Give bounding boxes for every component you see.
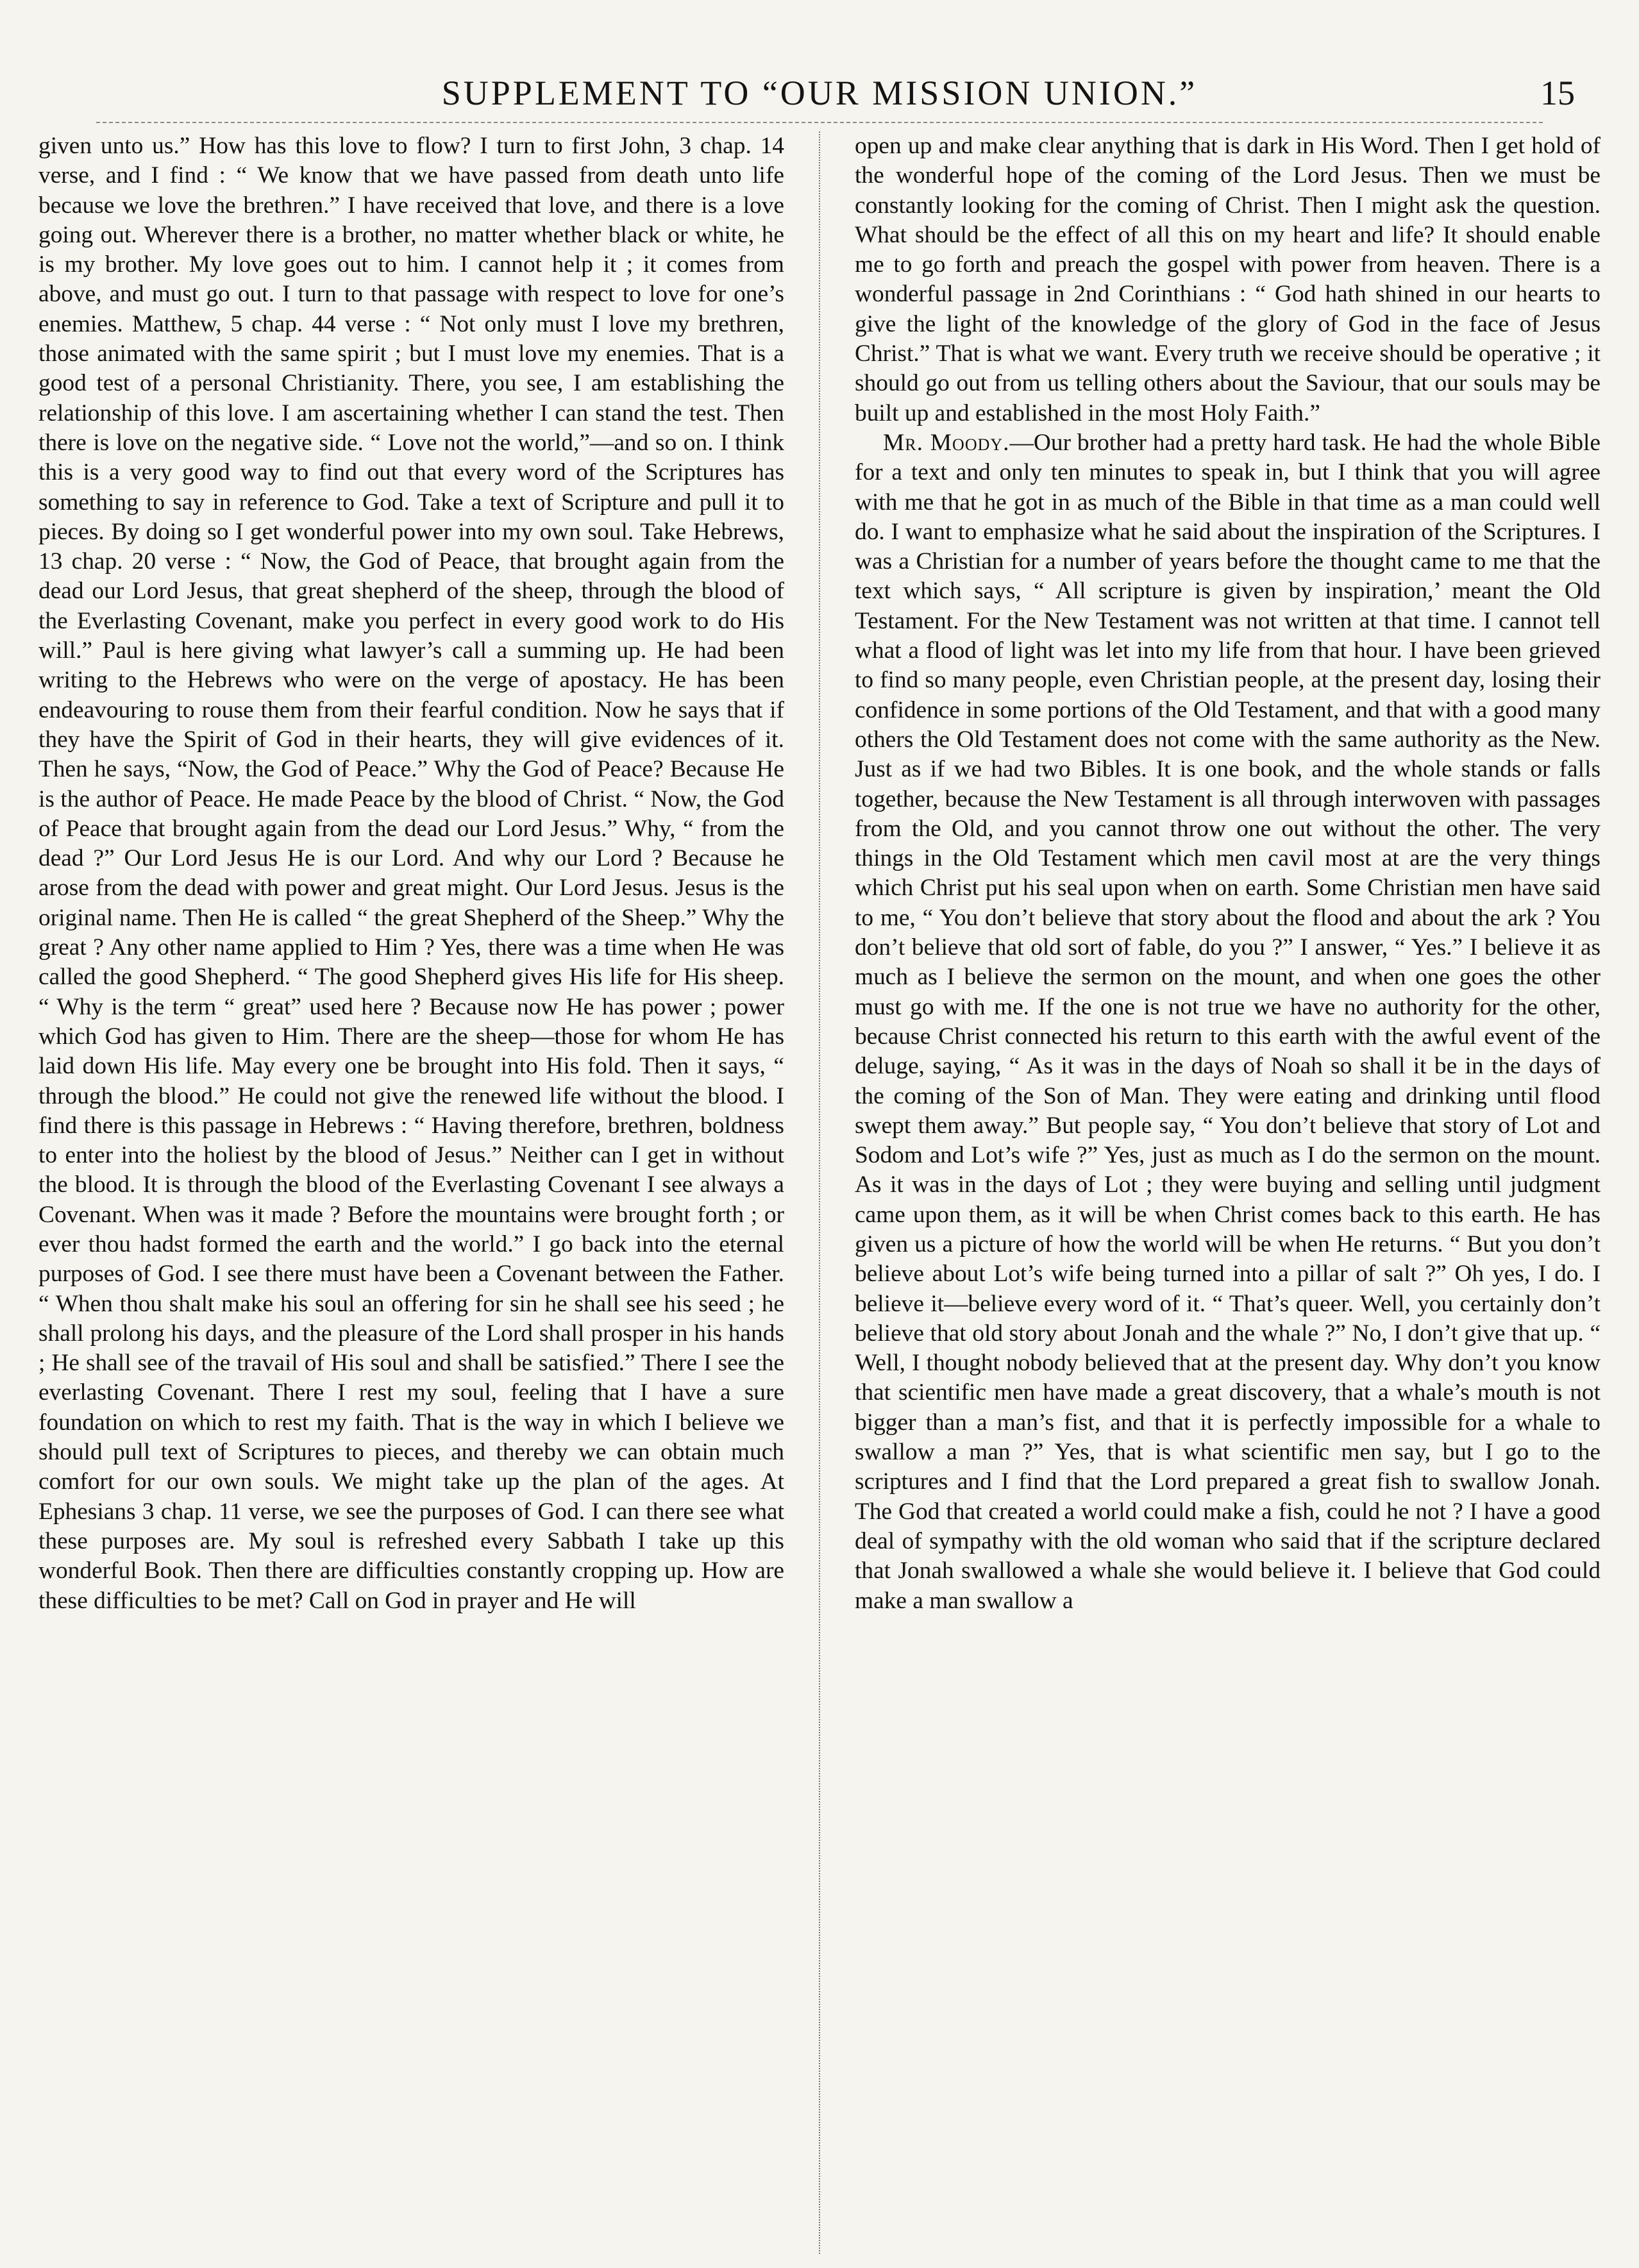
header-rule — [96, 122, 1543, 123]
speaker-name: Mr. Moody. — [883, 429, 1010, 456]
page-header — [38, 67, 1601, 119]
right-paragraph: open up and make clear anything that is dark in His Word. Then I get hold of the wonderful hope of the coming of the Lord Jesus. Then we must be constantly looking for the coming of Christ. Then I might ask the question. What should be the effect of all this on my heart and life? It should enable me to go forth and preach the gospel with power from heaven. There is a wonderful passage in 2nd Corinthians : “ God hath shined in our hearts to give the light of the knowledge of the glory of God in the face of Jesus Christ.” That is what we want. Every truth we receive should be operative ; it should go out from us telling others about the Saviour, that our souls may be built up and established in the most Holy Faith.” — [855, 133, 1601, 426]
page-number: 15 — [1540, 74, 1575, 112]
left-paragraph: given unto us.” How has this love to flow? I turn to first John, 3 chap. 14 verse, and I find : “ We know that we have passed from death unto life because we love the brethren.” I have received that love, and there is a love going out. Wherever there is a brother, no matter whether black or white, he is my brother. My love goes out to him. I cannot help it ; it comes from above, and must go out. I turn to that passage with respect to love for one’s enemies. Matthew, 5 chap. 44 verse : “ Not only must I love my brethren, those animated with the same spirit ; but I must love my enemies. That is a good test of a personal Christianity. There, you see, I am establishing the relationship of this love. I am ascertaining whether I can stand the test. Then there is love on the negative side. “ Love not the world,”—and so on. I think this is a very good way to find out that every word of the Scriptures has something to say in reference to God. Take a text of Scripture and pull it to pieces. By doing so I get wonderful power into my own soul. Take Hebrews, 13 chap. 20 verse : “ Now, the God of Peace, that brought again from the dead our Lord Jesus, that great shepherd of the sheep, through the blood of the Everlasting Covenant, make you perfect in every good work to do His will.” Paul is here giving what lawyer’s call a summing up. He had been writing to the Hebrews who were on the verge of apostacy. He has been endeavouring to rouse them from their fearful condition. Now he says that if they have the Spirit of God in their hearts, they will give evidences of it. Then he says, “Now, the God of Peace.” Why the God of Peace? Because He is the author of Peace. He made Peace by the blood of Christ. “ Now, the God of Peace that brought again from the dead our Lord Jesus.” Why, “ from the dead ?” Our Lord Jesus He is our Lord. And why our Lord ? Because he arose from the dead with power and great might. Our Lord Jesus. Jesus is the original name. Then He is called “ the great Shepherd of the Sheep.” Why the great ? Any other name applied to Him ? Yes, there was a time when He was called the good Shepherd. “ The good Shepherd gives His life for His sheep. “ Why is the term “ great” used here ? Because now He has power ; power which God has given to Him. There are the sheep—those for whom He has laid down His life. May every one be brought into His fold. Then it says, “ through the blood.” He could not give the renewed life without the blood. I find there is this passage in Hebrews : “ Having therefore, brethren, boldness to enter into the holiest by the blood of Jesus.” Neither can I get in without the blood. It is through the blood of the Everlasting Covenant I see always a Covenant. When was it made ? Before the mountains were brought forth ; or ever thou hadst formed the earth and the world.” I go back into the eternal purposes of God. I see there must have been a Covenant between the Father. “ When thou shalt make his soul an offering for sin he shall see his seed ; he shall prolong his days, and the pleasure of the Lord shall prosper in his hands ; He shall see of the travail of His soul and shall be satisfied.” There I see the everlasting Covenant. There I rest my soul, feeling that I have a sure foundation on which to rest my faith. That is the way in which I believe we should pull text of Scriptures to pieces, and thereby we can obtain much comfort for our own souls. We might take up the plan of the ages. At Ephesians 3 chap. 11 verse, we see the purposes of God. I can there see what these purposes are. My soul is refreshed every Sabbath I take up this wonderful Book. Then there are difficulties constantly cropping up. How are these difficulties to be met? Call on God in prayer and He will — [38, 133, 784, 1614]
text-columns — [38, 131, 1601, 2254]
column-divider — [819, 131, 820, 2254]
left-column — [38, 131, 801, 2254]
right-column — [838, 131, 1601, 2254]
speaker-paragraph — [855, 428, 1601, 1616]
running-title: SUPPLEMENT TO “OUR MISSION UNION.” — [441, 74, 1198, 112]
speaker-speech: —Our brother had a pretty hard task. He had the whole Bible for a text and only ten minutes to speak in, but I think that you will agree with me that he got in as much of the Bible in that time as a man could well do. I want to emphasize what he said about the inspiration of the Scriptures. I was a Christian for a number of years before the thought came to me that the text which says, “ All scripture is given by inspiration,’ meant the Old Testament. For the New Testament was not written at that time. I cannot tell what a flood of light was let into my life from that hour. I have been grieved to find so many people, even Christian people, at the present day, losing their confidence in some portions of the Old Testament, and that with a good many others the Old Testament does not come with the same authority as the New. Just as if we had two Bibles. It is one book, and the whole stands or falls together, because the New Testament is all through interwoven with passages from the Old, and you cannot throw one out without the other. The very things in the Old Testament which men cavil most at are the very things which Christ put his seal upon when on earth. Some Christian men have said to me, “ You don’t believe that story about the flood and about the ark ? You don’t believe that old sort of fable, do you ?” I answer, “ Yes.” I believe it as much as I believe the sermon on the mount, and when one goes the other must go with me. If the one is not true we have no authority for the other, because Christ connected his return to this earth with the awful event of the deluge, saying, “ As it was in the days of Noah so shall it be in the days of the coming of the Son of Man. They were eating and drinking until flood swept them away.” But people say, “ You don’t believe that story of Lot and Sodom and Lot’s wife ?” Yes, just as much as I do the sermon on the mount. As it was in the days of Lot ; they were buying and selling until judgment came upon them, as it will be when Christ comes back to this earth. He has given us a picture of how the world will be when He returns. “ But you don’t believe about Lot’s wife being turned into a pillar of salt ?” Oh yes, I do. I believe it—believe every word of it. “ That’s queer. Well, you certainly don’t believe that old story about Jonah and the whale ?” No, I don’t give that up. “ Well, I thought nobody believed that at the present day. Why don’t you know that scientific men have made a great discovery, that a whale’s mouth is not bigger than a man’s fist, and that it is perfectly impossible for a whale to swallow a man ?” Yes, that is what scientific men say, but I go to the scriptures and I find that the Lord prepared a great fish to swallow Jonah. The God that created a world could make a fish, could he not ? I have a good deal of sympathy with the old woman who said that if the scripture declared that Jonah swallowed a whale she would believe it. I believe that God could make a man swallow a — [855, 429, 1601, 1614]
